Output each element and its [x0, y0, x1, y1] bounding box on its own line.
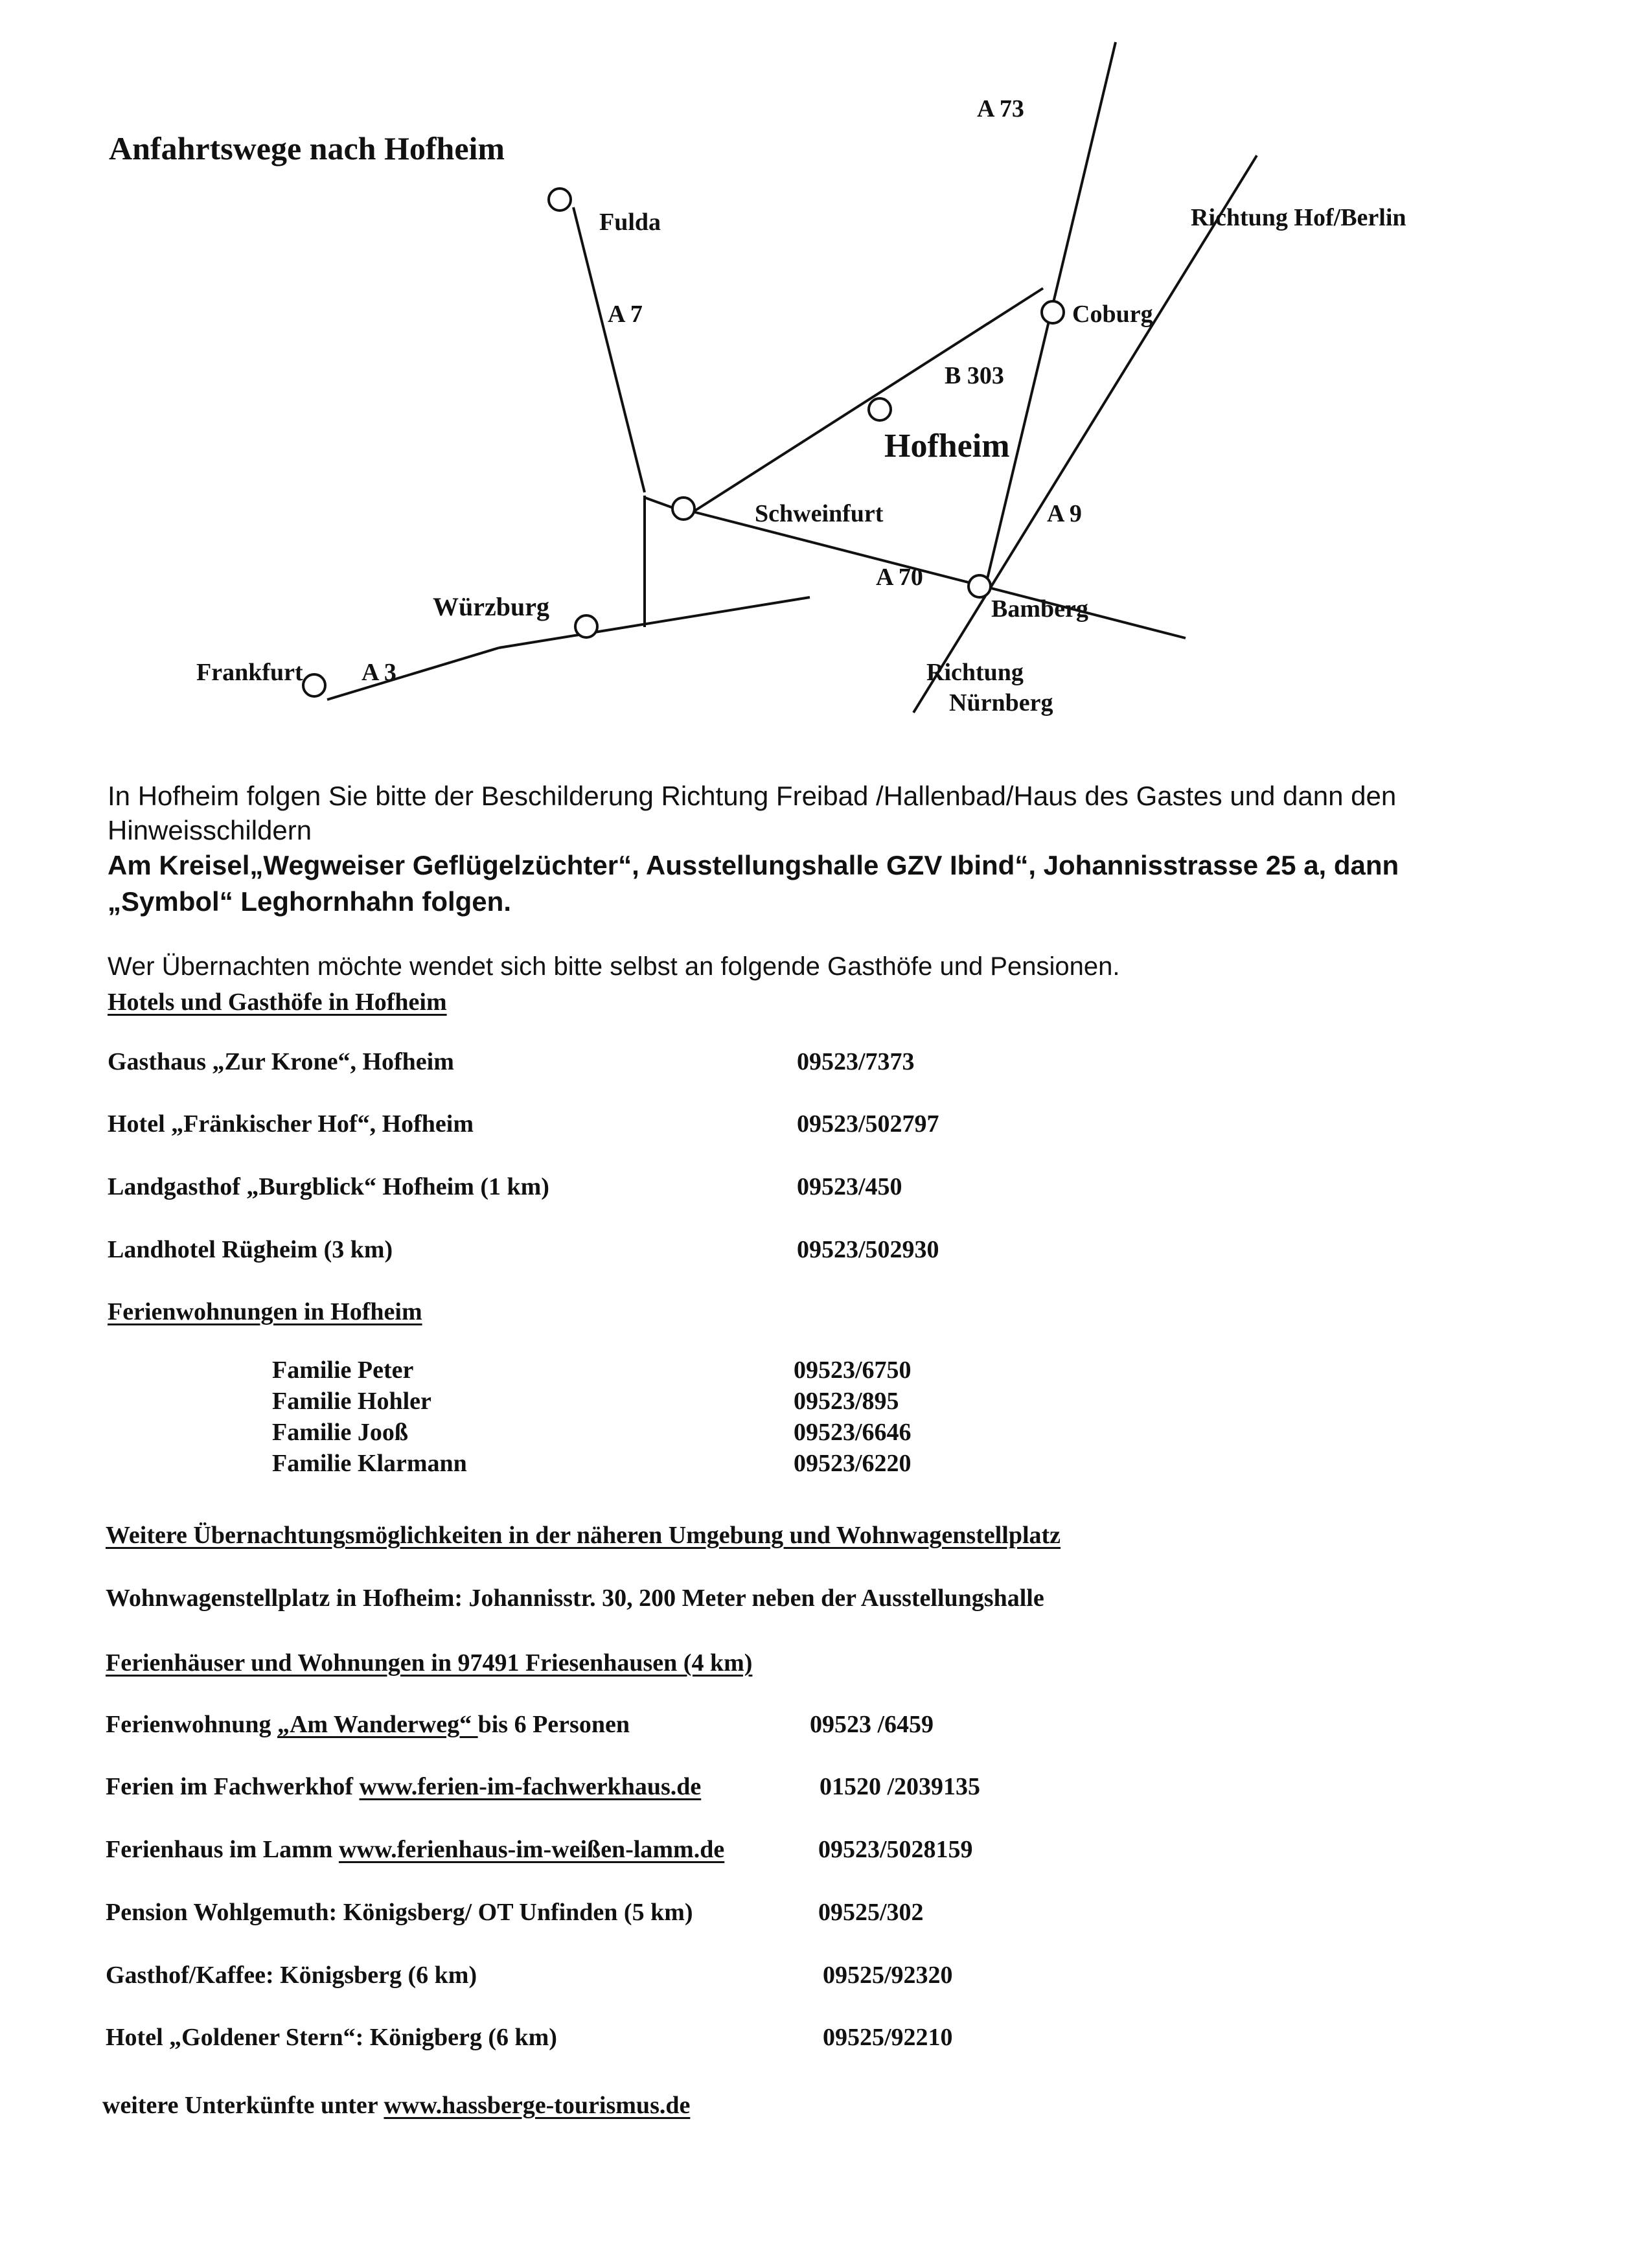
label-bamberg: Bamberg [991, 595, 1088, 623]
friesenhausen-entry [106, 2023, 557, 2052]
friesenhausen-entry [106, 1898, 693, 1927]
directions-line-2: Hinweisschildern [108, 815, 312, 845]
label-a73: A 73 [977, 95, 1024, 122]
entry-phone: 09523 /6459 [810, 1711, 934, 1738]
road-a70-link [645, 498, 675, 509]
bamberg-node [969, 575, 991, 597]
family-name: Familie Peter [272, 1357, 414, 1384]
road-a70 [693, 512, 1186, 638]
entry-phone: 09523/5028159 [818, 1836, 973, 1863]
entry-suffix: bis 6 Personen [477, 1711, 630, 1738]
entry-phone: 01520 /2039135 [820, 1773, 981, 1800]
entry-prefix: Ferienwohnung [106, 1711, 277, 1738]
directions-bold-2: „Symbol“ Leghornhahn folgen. [108, 886, 511, 917]
entry-prefix: Ferienhaus im Lamm [106, 1836, 339, 1863]
label-schweinfurt: Schweinfurt [755, 500, 884, 527]
schweinfurt-node [672, 498, 694, 520]
family-name: Familie Hohler [272, 1388, 431, 1415]
wohnwagen-line: Wohnwagenstellplatz in Hofheim: Johannisstr. 30, 200 Meter neben der Ausstellungshalle [106, 1585, 1044, 1612]
label-hofheim: Hofheim [884, 428, 1010, 464]
label-a9: A 9 [1047, 500, 1082, 527]
fulda-node [549, 189, 571, 211]
label-richtung-hof: Richtung Hof/Berlin [1191, 204, 1406, 231]
entry-phone: 09525/92320 [823, 1962, 953, 1989]
hotel-name: Gasthaus „Zur Krone“, Hofheim [108, 1048, 454, 1075]
footer-line [102, 2091, 690, 2120]
entry-prefix: Hotel „Goldener Stern“: Königberg (6 km) [106, 2024, 557, 2051]
entry-prefix: Pension Wohlgemuth: Königsberg/ OT Unfinden (5 km) [106, 1899, 693, 1926]
road-a3-west [327, 648, 499, 700]
road-a7 [573, 207, 645, 492]
label-fulda: Fulda [599, 209, 661, 236]
family-phone: 09523/6220 [794, 1450, 912, 1477]
hotel-phone: 09523/7373 [797, 1048, 915, 1075]
page-title: Anfahrtswege nach Hofheim [109, 130, 505, 166]
entry-prefix: Ferien im Fachwerkhof [106, 1773, 360, 1800]
overnight-intro: Wer Übernachten möchte wendet sich bitte selbst an folgende Gasthöfe und Pensionen. [108, 952, 1120, 981]
hotel-phone: 09523/450 [797, 1173, 902, 1200]
entry-link[interactable]: www.ferien-im-fachwerkhaus.de [359, 1773, 702, 1800]
directions-line-1: In Hofheim folgen Sie bitte der Beschilderung Richtung Freibad /Hallenbad/Haus des Gastes und dann den [108, 781, 1397, 811]
hotel-phone: 09523/502930 [797, 1236, 939, 1263]
family-name: Familie Klarmann [272, 1450, 467, 1477]
label-b303: B 303 [945, 362, 1004, 389]
label-a7: A 7 [608, 301, 643, 328]
road-b303 [693, 288, 1043, 512]
ferienwohnungen-heading: Ferienwohnungen in Hofheim [108, 1298, 422, 1325]
friesenhausen-entry [106, 1961, 477, 1989]
label-richtung-nbg: Richtung [926, 659, 1024, 686]
family-phone: 09523/6750 [794, 1357, 912, 1384]
family-phone: 09523/6646 [794, 1419, 912, 1446]
hofheim-node [869, 398, 891, 420]
entry-link[interactable]: „Am Wanderweg“ [277, 1711, 478, 1738]
label-a3: A 3 [361, 659, 396, 686]
friesenhausen-entry [106, 1835, 724, 1864]
weitere-heading: Weitere Übernachtungsmöglichkeiten in der näheren Umgebung und Wohnwagenstellplatz [106, 1522, 1061, 1549]
wuerzburg-node [575, 615, 597, 637]
label-wuerzburg: Würzburg [433, 592, 549, 621]
route-map [0, 0, 1652, 745]
hotel-name: Hotel „Fränkischer Hof“, Hofheim [108, 1110, 474, 1138]
hotels-heading: Hotels und Gasthöfe in Hofheim [108, 989, 447, 1016]
family-phone: 09523/895 [794, 1388, 899, 1415]
footer-link[interactable]: www.hassberge-tourismus.de [384, 2092, 691, 2119]
friesenhausen-heading: Ferienhäuser und Wohnungen in 97491 Friesenhausen (4 km) [106, 1649, 753, 1677]
family-name: Familie Jooß [272, 1419, 409, 1446]
entry-phone: 09525/92210 [823, 2024, 953, 2051]
frankfurt-node [303, 674, 325, 696]
label-a70: A 70 [876, 564, 923, 591]
hotel-name: Landhotel Rügheim (3 km) [108, 1236, 393, 1263]
footer-prefix: weitere Unterkünfte unter [102, 2092, 384, 2119]
coburg-node [1042, 301, 1064, 323]
label-coburg: Coburg [1072, 301, 1153, 328]
entry-prefix: Gasthof/Kaffee: Königsberg (6 km) [106, 1962, 477, 1989]
directions-bold-1: Am Kreisel„Wegweiser Geflügelzüchter“, Ausstellungshalle GZV Ibind“, Johannisstrasse 25 a, dann [108, 850, 1399, 880]
label-frankfurt: Frankfurt [196, 659, 303, 686]
label-nuernberg: Nürnberg [949, 689, 1053, 716]
hotel-phone: 09523/502797 [797, 1110, 939, 1138]
friesenhausen-entry [106, 1772, 701, 1801]
entry-phone: 09525/302 [818, 1899, 924, 1926]
hotel-name: Landgasthof „Burgblick“ Hofheim (1 km) [108, 1173, 549, 1200]
entry-link[interactable]: www.ferienhaus-im-weißen-lamm.de [338, 1836, 725, 1863]
friesenhausen-entry [106, 1710, 630, 1739]
